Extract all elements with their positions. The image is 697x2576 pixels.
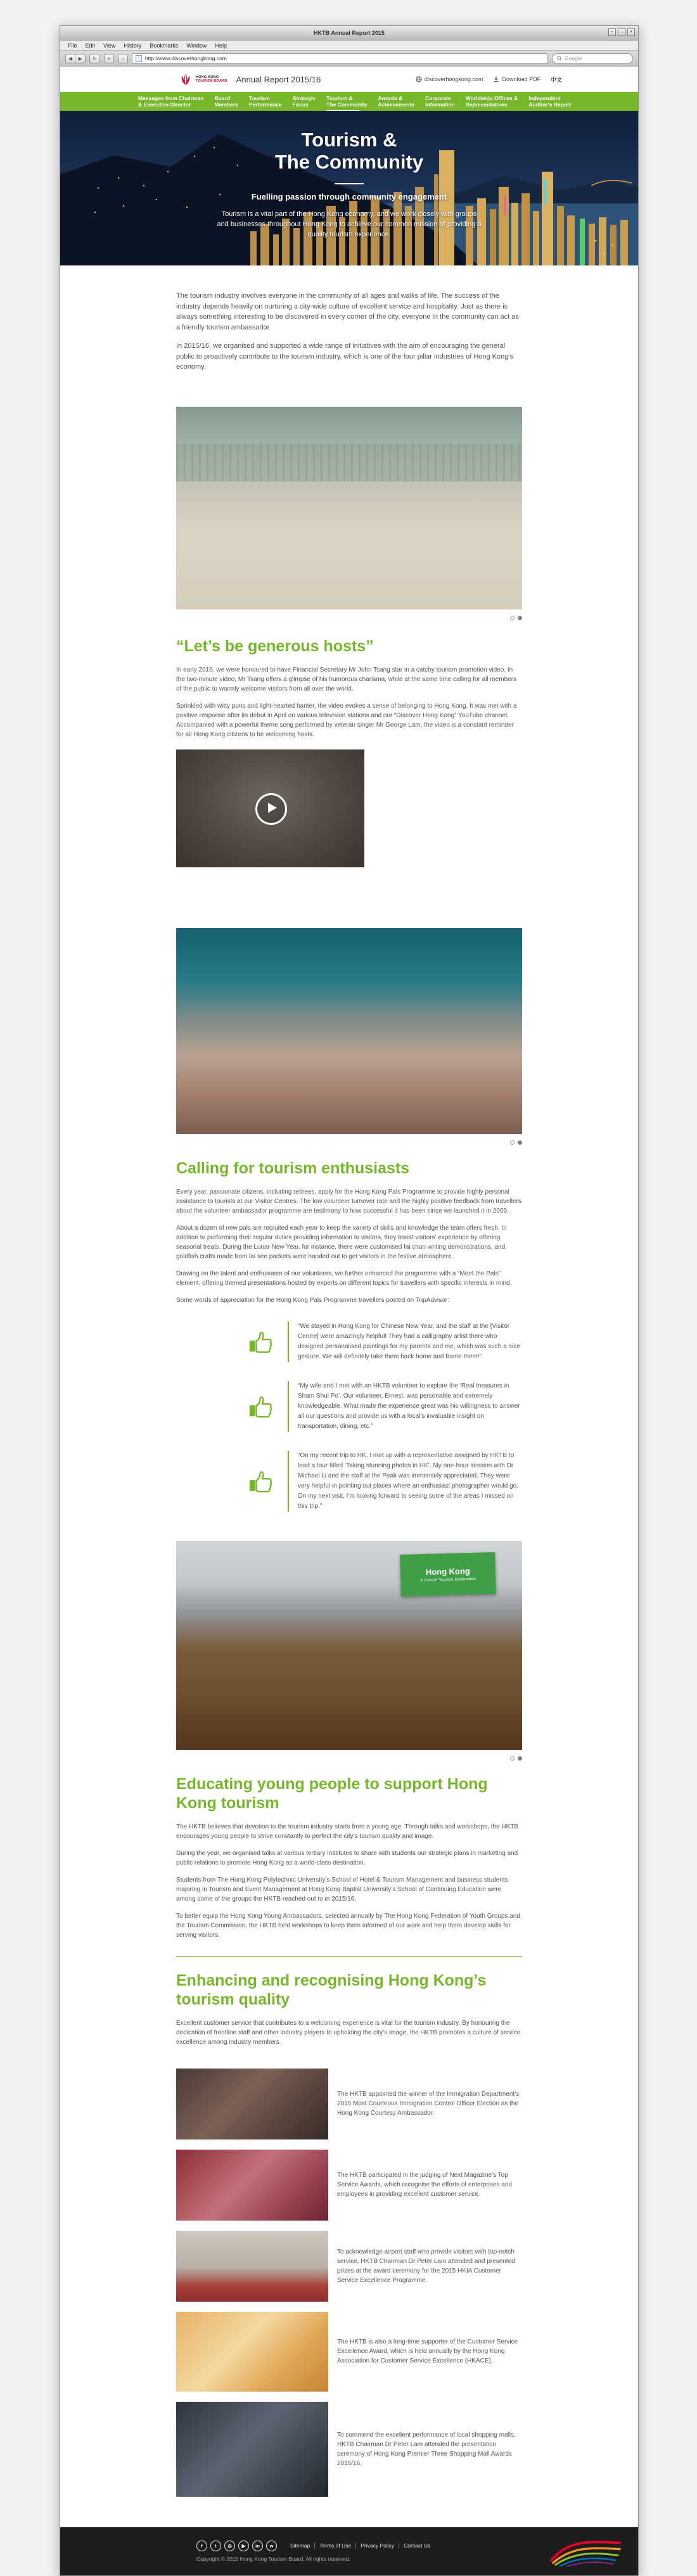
footer-link-contact[interactable]: Contact Us <box>404 2542 431 2549</box>
instagram-icon[interactable]: ◎ <box>224 2541 235 2551</box>
browser-menubar <box>60 41 638 51</box>
award-caption: The HKTB appointed the winner of the Immigration Department’s 2015 Most Courteous Immigration Control Officer Election as the Hong Kong Courtesy Ambassador. <box>337 2091 520 2117</box>
photo-university-talk <box>176 1541 522 1750</box>
footer-links <box>286 2542 435 2549</box>
carousel-dot-active[interactable] <box>518 616 522 620</box>
nav-label: Performance <box>248 101 282 108</box>
award-caption: The HKTB is also a long-time supporter of the Customer Service Excellence Award, which is held annually by the Hong Kong Association for Customer Service Excellence (HKACE). <box>337 2338 518 2364</box>
carousel-pals <box>176 928 522 1145</box>
forward-button[interactable]: ▶ <box>75 54 86 63</box>
globe-icon <box>416 76 422 82</box>
nav-item-worldwide-offices[interactable] <box>466 94 518 110</box>
nav-label: Information <box>425 101 455 108</box>
nav-label: The Community <box>326 101 368 108</box>
site-footer <box>60 2527 638 2575</box>
quote-text: “My wife and I met with an HKTB volunteer to explore the ‘Real treasures in Sham Shui Po’. Our volunteer, Ernest, was personable and extremely knowledgeable. What made the experience great was his willingness to answer all our questions and provide us with a local’s invaluable insight on transportation, dining, etc.” <box>288 1381 521 1432</box>
promo-video-player[interactable] <box>176 749 364 867</box>
window-title: HKTB Annual Report 2015 <box>314 30 385 36</box>
site-link[interactable] <box>416 76 483 82</box>
carousel-dot[interactable] <box>510 616 515 620</box>
twitter-icon[interactable]: t <box>210 2541 221 2551</box>
menu-edit[interactable]: Edit <box>85 42 96 49</box>
section-heading-enhancing: Enhancing and recognising Hong Kong’s tourism quality <box>176 1971 487 2008</box>
educating-paragraph-3: Students from The Hong Kong Polytechnic University’s School of Hotel & Tourism Management and business students majoring in Tourism and Event Management at Hong Kong Baptist University’s School of Continuing Education were among some of the groups the HKTB reached out to in 2015/16. <box>176 1876 508 1903</box>
thumbs-up-icon <box>247 1327 276 1356</box>
section-divider <box>176 1956 522 1957</box>
page-title <box>60 129 638 173</box>
carousel-dots <box>176 1756 522 1761</box>
hosts-paragraph-2: Sprinkled with witty puns and light-hearted banter, the video evokes a sense of belonging to Hong Kong. It was met with a positive response after its debut in April on various television stations and our “Discover Hong Kong” YouTube channel. Accompanied with a powerful theme song performed by veteran singer Mr George Lam, the video is a constant reminder for all Hong Kong citizens to be welcoming hosts. <box>176 702 517 738</box>
educating-paragraph-2: During the year, we organised talks at various tertiary institutes to share with students our strategic plans in marketing and public relations to promote Hong Kong as a world-class destination. <box>176 1849 518 1866</box>
menu-history[interactable]: History <box>124 42 142 49</box>
section-heading-hosts: “Let’s be generous hosts” <box>176 637 374 655</box>
copyright-text: Copyright © 2015 Hong Kong Tourism Board. All rights reserved. <box>196 2555 350 2562</box>
logo-line2: TOURISM BOARD <box>196 79 227 83</box>
address-bar[interactable] <box>132 53 548 64</box>
url-text: http://www.discoverhongkong.com <box>144 55 227 61</box>
award-caption: To acknowledge airport staff who provide visitors with top-notch service, HKTB Chairman Dr Peter Lam attended and presented prizes at the award ceremony for the 2015 HKIA Customer Service Excellence Programme. <box>337 2248 515 2284</box>
hero-divider <box>335 183 364 184</box>
nav-label: Strategic <box>292 94 316 101</box>
award-row <box>176 2312 522 2392</box>
award-caption: The HKTB participated in the judging of Next Magazine’s Top Service Awards, which recognise the efforts of enterprises and employees in providing excellent customer service. <box>337 2172 512 2198</box>
carousel-dot[interactable] <box>510 1756 515 1761</box>
main-nav <box>60 92 638 111</box>
hero-description: Tourism is a vital part of the Hong Kong economy, and we work closely with groups and businesses throughout Hong Kong to achieve our common mission of providing a quality tourism experience. <box>217 210 482 238</box>
window-titlebar[interactable] <box>60 26 638 41</box>
social-icons <box>196 2541 277 2551</box>
nav-item-messages[interactable] <box>138 94 203 110</box>
nav-item-awards[interactable] <box>378 94 414 110</box>
main-content <box>60 265 638 2527</box>
youtube-icon[interactable]: ▶ <box>238 2541 249 2551</box>
award-row <box>176 2402 522 2497</box>
carousel-dot[interactable] <box>510 1140 515 1145</box>
carousel-dot-active[interactable] <box>518 1756 522 1761</box>
report-title: Annual Report 2015/16 <box>236 74 321 84</box>
nav-buttons <box>65 54 86 63</box>
browser-toolbar <box>60 51 638 67</box>
photo-fencing-volunteers <box>176 407 522 609</box>
photo-courtesy-ambassador <box>176 2069 328 2139</box>
hero-section <box>60 111 638 265</box>
search-placeholder: Google <box>565 55 582 61</box>
window-controls <box>608 29 635 36</box>
calling-paragraph-3: Drawing on the talent and enthusiasm of our volunteers, we further enhanced the programme with a “Meet the Pals” element, offering themed presentations hosted by experts on different topics for travellers with specific interests in mind. <box>176 1270 512 1287</box>
nav-label: Auditor’s Report <box>528 101 572 108</box>
carousel-dot-active[interactable] <box>518 1140 522 1145</box>
menu-help[interactable]: Help <box>215 42 227 49</box>
play-icon[interactable] <box>255 793 287 825</box>
menu-file[interactable]: File <box>68 42 77 49</box>
award-rows <box>176 2069 522 2497</box>
nav-item-auditors-report[interactable] <box>528 94 571 110</box>
page-favicon <box>136 55 142 62</box>
weibo-icon[interactable]: w <box>266 2541 277 2551</box>
nav-label: Achievements <box>378 101 414 108</box>
lecture-banner-line2: A Culture Tourism Destination <box>420 1577 476 1583</box>
award-row <box>176 2069 522 2139</box>
browser-window <box>60 25 639 2576</box>
calling-paragraph-4: Some words of appreciation for the Hong Kong Pals Programme travellers posted on TripAdvisor: <box>176 1296 449 1304</box>
nav-item-strategic-focus[interactable] <box>293 94 316 110</box>
photo-pals-volunteers <box>176 928 522 1134</box>
site-header <box>60 67 638 92</box>
award-row <box>176 2150 522 2221</box>
photo-top-service-awards <box>176 2150 328 2221</box>
minimize-button[interactable]: – <box>608 29 616 36</box>
facebook-icon[interactable]: f <box>196 2541 207 2551</box>
enhancing-intro: Excellent customer service that contributes to a welcoming experience is vital for the tourism industry. By honouring the dedication of frontline staff and other industry players to upholding the city’s image, the HKTB promotes a culture of service excellence among industry members. <box>176 2019 521 2046</box>
menu-window[interactable]: Window <box>186 42 207 49</box>
testimonial-quote <box>247 1381 522 1432</box>
intro-paragraph-1: The tourism industry involves everyone in the community of all ages and walks of life. The success of the industry depends heavily on nurturing a city-wide culture of excellent service and hospitality. Just as there is always something interesting to be discovered in every corner of the city, everyone in the community can act as a friendly tourism ambassador. <box>176 292 519 331</box>
header-links <box>416 75 562 84</box>
section-heading-educating: Educating young people to support Hong Kong tourism <box>176 1775 488 1812</box>
page-title-line2: The Community <box>274 151 424 173</box>
footer-row1 <box>196 2541 435 2551</box>
footer-link-sitemap[interactable]: Sitemap <box>286 2542 315 2549</box>
download-icon <box>493 76 499 82</box>
calling-paragraph-1: Every year, passionate citizens, including retirees, apply for the Hong Kong Pals Programme to provide highly personal assistance to tourists at our Visitor Centres. The low volunteer turnover rate and the highly positive feedback from travellers about the volunteer ambassador programme are testimony to how successful it has been since we launched it in 2009. <box>176 1188 521 1215</box>
nav-label: Messages from Chairman <box>138 94 204 101</box>
nav-label: Tourism <box>248 94 270 101</box>
lecture-banner-line1: Hong Kong <box>425 1565 471 1577</box>
reload-button[interactable]: ↻ <box>89 54 100 63</box>
lecture-banner <box>400 1552 496 1597</box>
hktb-logo-text <box>196 75 227 83</box>
nav-label: Corporate <box>425 94 451 101</box>
carousel-fencing <box>176 407 522 620</box>
testimonial-quote <box>247 1322 522 1362</box>
nav-label: Focus <box>292 101 309 108</box>
new-tab-button[interactable]: + <box>104 54 114 63</box>
nav-item-corporate-info[interactable] <box>425 94 455 110</box>
download-pdf-link[interactable] <box>493 76 540 82</box>
home-button[interactable]: ⌂ <box>118 54 128 63</box>
educating-paragraph-1: The HKTB believes that devotion to the tourism industry starts from a young age. Through talks and workshops, the HKTB encourages young people to strive constantly to perfect the city’s tourism quality and image. <box>176 1823 519 1840</box>
footer-link-terms[interactable]: Terms of Use <box>315 2542 356 2549</box>
nav-label: & Executive Director <box>138 101 191 108</box>
thumbs-up-icon <box>247 1392 276 1421</box>
nav-item-tourism-performance[interactable] <box>249 94 282 110</box>
intro-paragraph-2: In 2015/16, we organised and supported a wide range of initiatives with the aim of encouraging the general public to proactively contribute to the tourism industry, which is one of the four pillar industries of Hong Kong’s economy. <box>176 342 514 371</box>
hk-brand-dragon-logo <box>548 2535 623 2566</box>
language-toggle[interactable]: 中文 <box>550 76 562 83</box>
nav-item-tourism-community[interactable] <box>326 94 367 110</box>
carousel-dots <box>176 616 522 620</box>
search-input[interactable] <box>552 53 633 64</box>
site-link-label: discoverhongkong.com <box>424 76 483 82</box>
section-heading-calling: Calling for tourism enthusiasts <box>176 1159 410 1177</box>
back-button[interactable]: ◀ <box>65 54 75 63</box>
search-icon <box>557 56 562 61</box>
hktb-logo[interactable] <box>179 72 321 86</box>
nav-item-board-members[interactable] <box>214 94 238 110</box>
carousel-lecture <box>176 1541 522 1761</box>
testimonial-quote <box>247 1451 522 1512</box>
carousel-dots <box>176 1140 522 1145</box>
maximize-button[interactable]: □ <box>618 29 625 36</box>
thumbs-up-icon <box>247 1467 276 1496</box>
photo-customer-service-award <box>176 2312 328 2392</box>
educating-paragraph-4: To better equip the Hong Kong Young Ambassadors, selected annually by The Hong Kong Federation of Youth Groups and the Tourism Commission, the HKTB held workshops to keep them informed of our work and help them develop skills for serving visitors. <box>176 1912 520 1939</box>
award-row <box>176 2231 522 2302</box>
nav-label: Worldwide Offices & <box>465 94 518 101</box>
footer-left <box>196 2541 435 2562</box>
nav-label: Board <box>214 94 231 101</box>
calling-paragraph-2: About a dozen of new pals are recruited each year to keep the variety of skills and knowledge the team offers fresh. In addition to performing their regular duties providing information to visitors, they boost visitors’ experience by offering seasonal treats. During the Lunar New Year, for instance, there were customised fai chun writing demonstrations, and goldfish crafts made from lai see packets were handed out to get visitors in the festive atmosphere. <box>176 1224 507 1260</box>
hosts-paragraph-1: In early 2016, we were honoured to have Financial Secretary Mr John Tsang star in a catchy tourism promotion video. In the two-minute video, Mr Tsang offers a glimpse of his humorous charisma, while at the same time calling for all members of the public to warmly welcome visitors from all over the world. <box>176 666 517 692</box>
logo-line1: HONG KONG <box>196 75 219 79</box>
award-caption: To commend the excellent performance of local shopping malls, HKTB Chairman Dr Peter Lam attended the presentation ceremony of Hong Kong Premier Three Shopping Mall Awards 2015/16. <box>337 2431 516 2467</box>
linkedin-icon[interactable]: in <box>252 2541 263 2551</box>
nav-label: Independent <box>528 94 561 101</box>
nav-label: Members <box>214 101 238 108</box>
nav-label: Tourism & <box>326 94 353 101</box>
hktb-logo-icon <box>179 72 192 86</box>
photo-shopping-mall-awards <box>176 2402 328 2497</box>
menu-view[interactable]: View <box>103 42 116 49</box>
hero-text <box>60 129 638 239</box>
footer-link-privacy[interactable]: Privacy Policy <box>356 2542 399 2549</box>
nav-label: Representatives <box>465 101 508 108</box>
nav-label: Awards & <box>378 94 403 101</box>
quote-text: “We stayed in Hong Kong for Chinese New Year, and the staff at the [Visitor Centre] were amazingly helpful! They had a calligraphy artist there who designed personalised paintings for my parents and me, which was such a nice gesture. We will definitely take them back home and frame them!” <box>288 1322 521 1362</box>
menu-bookmarks[interactable]: Bookmarks <box>150 42 179 49</box>
quote-text: “On my recent trip to HK, I met up with a representative assigned by HKTB to lead a tour titled ‘Taking stunning photos in HK’. My one-hour session with Dr Michael Li and the staff at the Peak was immensely appreciated. They were very helpful in pointing out places where an enthusiast photographer would go. On my next visit, I’m looking forward to seeing some of the areas I missed on this trip.” <box>288 1451 521 1512</box>
download-pdf-label: Download PDF <box>502 76 540 82</box>
hero-subtitle: Fuelling passion through community engagement <box>251 192 447 201</box>
page-title-line1: Tourism & <box>301 129 397 151</box>
photo-hkia-award-ceremony <box>176 2231 328 2302</box>
close-button[interactable]: × <box>627 29 635 36</box>
